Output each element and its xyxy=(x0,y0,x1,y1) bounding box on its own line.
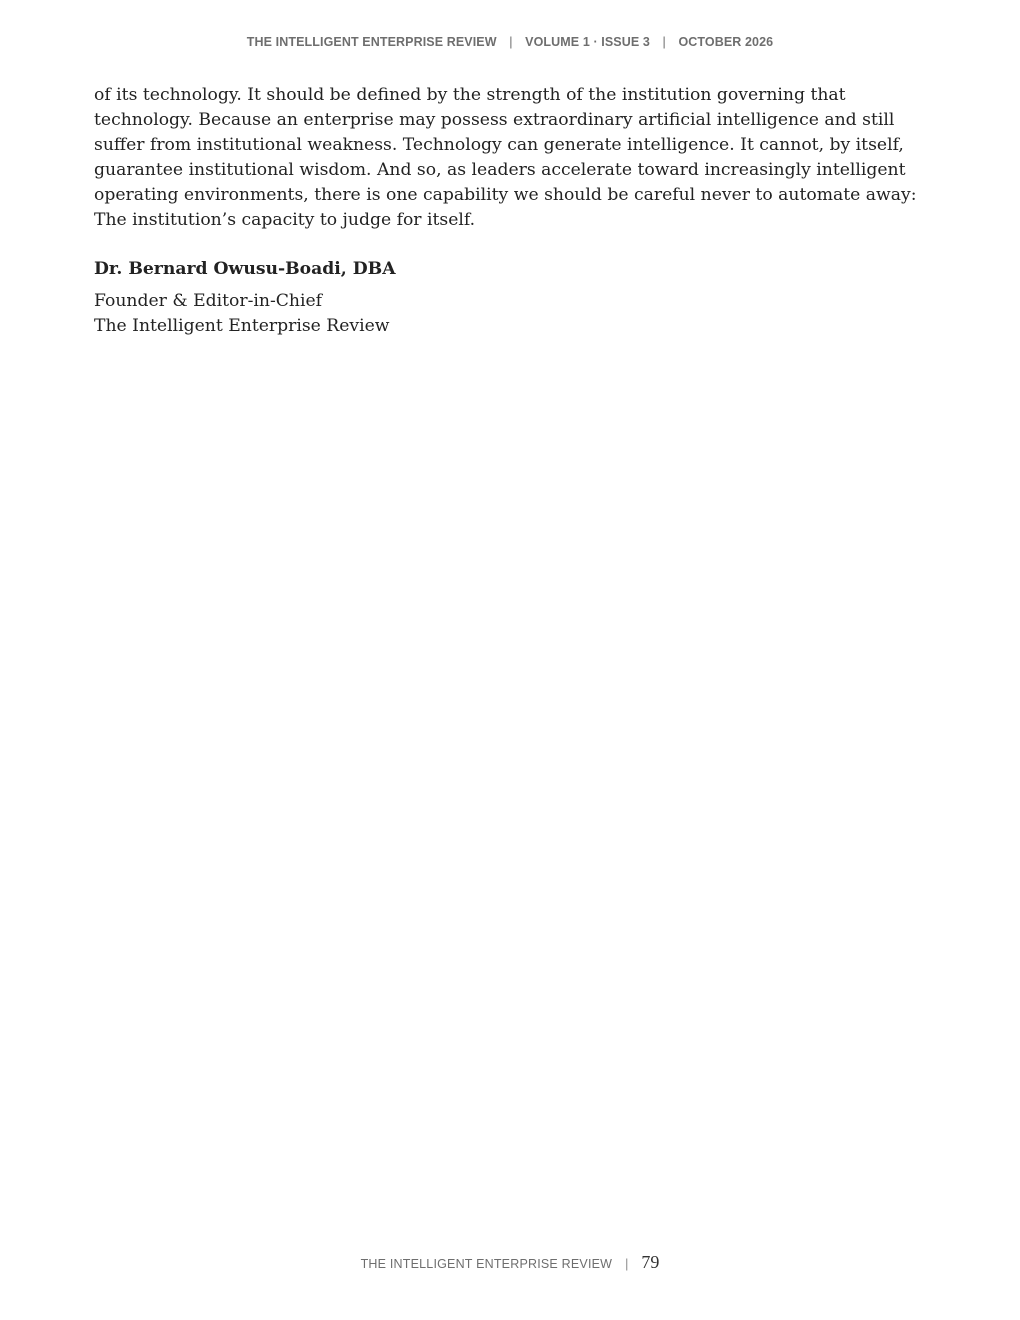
footer-journal-title: THE INTELLIGENT ENTERPRISE REVIEW xyxy=(360,1257,613,1271)
running-footer xyxy=(0,1252,1020,1273)
signature-block xyxy=(94,257,924,339)
page-number: 79 xyxy=(641,1252,660,1272)
header-separator: | xyxy=(509,35,513,49)
header-volume-issue: VOLUME 1 · ISSUE 3 xyxy=(525,35,650,49)
body-paragraph: of its technology. It should be defined by the strength of the institution governing that technology. Because an enterprise may possess extraordinary artificial intelligence and still suffer from institutional weakness. Technology can generate intelligence. It cannot, by itself, guarantee institutional wisdom. And so, as leaders accelerate toward increasingly intelligent operating environments, there is one capability we should be careful never to automate away: The institution’s capacity to judge for itself. xyxy=(94,85,917,230)
author-affiliation xyxy=(94,289,924,339)
footer-separator: | xyxy=(625,1257,629,1271)
header-separator: | xyxy=(662,35,666,49)
header-date: OCTOBER 2026 xyxy=(678,35,774,49)
running-header xyxy=(0,35,1020,49)
header-journal-title: THE INTELLIGENT ENTERPRISE REVIEW xyxy=(246,35,497,49)
article-content xyxy=(94,83,924,339)
author-name: Dr. Bernard Owusu-Boadi, DBA xyxy=(94,259,396,279)
author-publication: The Intelligent Enterprise Review xyxy=(94,316,390,336)
author-role: Founder & Editor-in-Chief xyxy=(94,291,323,311)
